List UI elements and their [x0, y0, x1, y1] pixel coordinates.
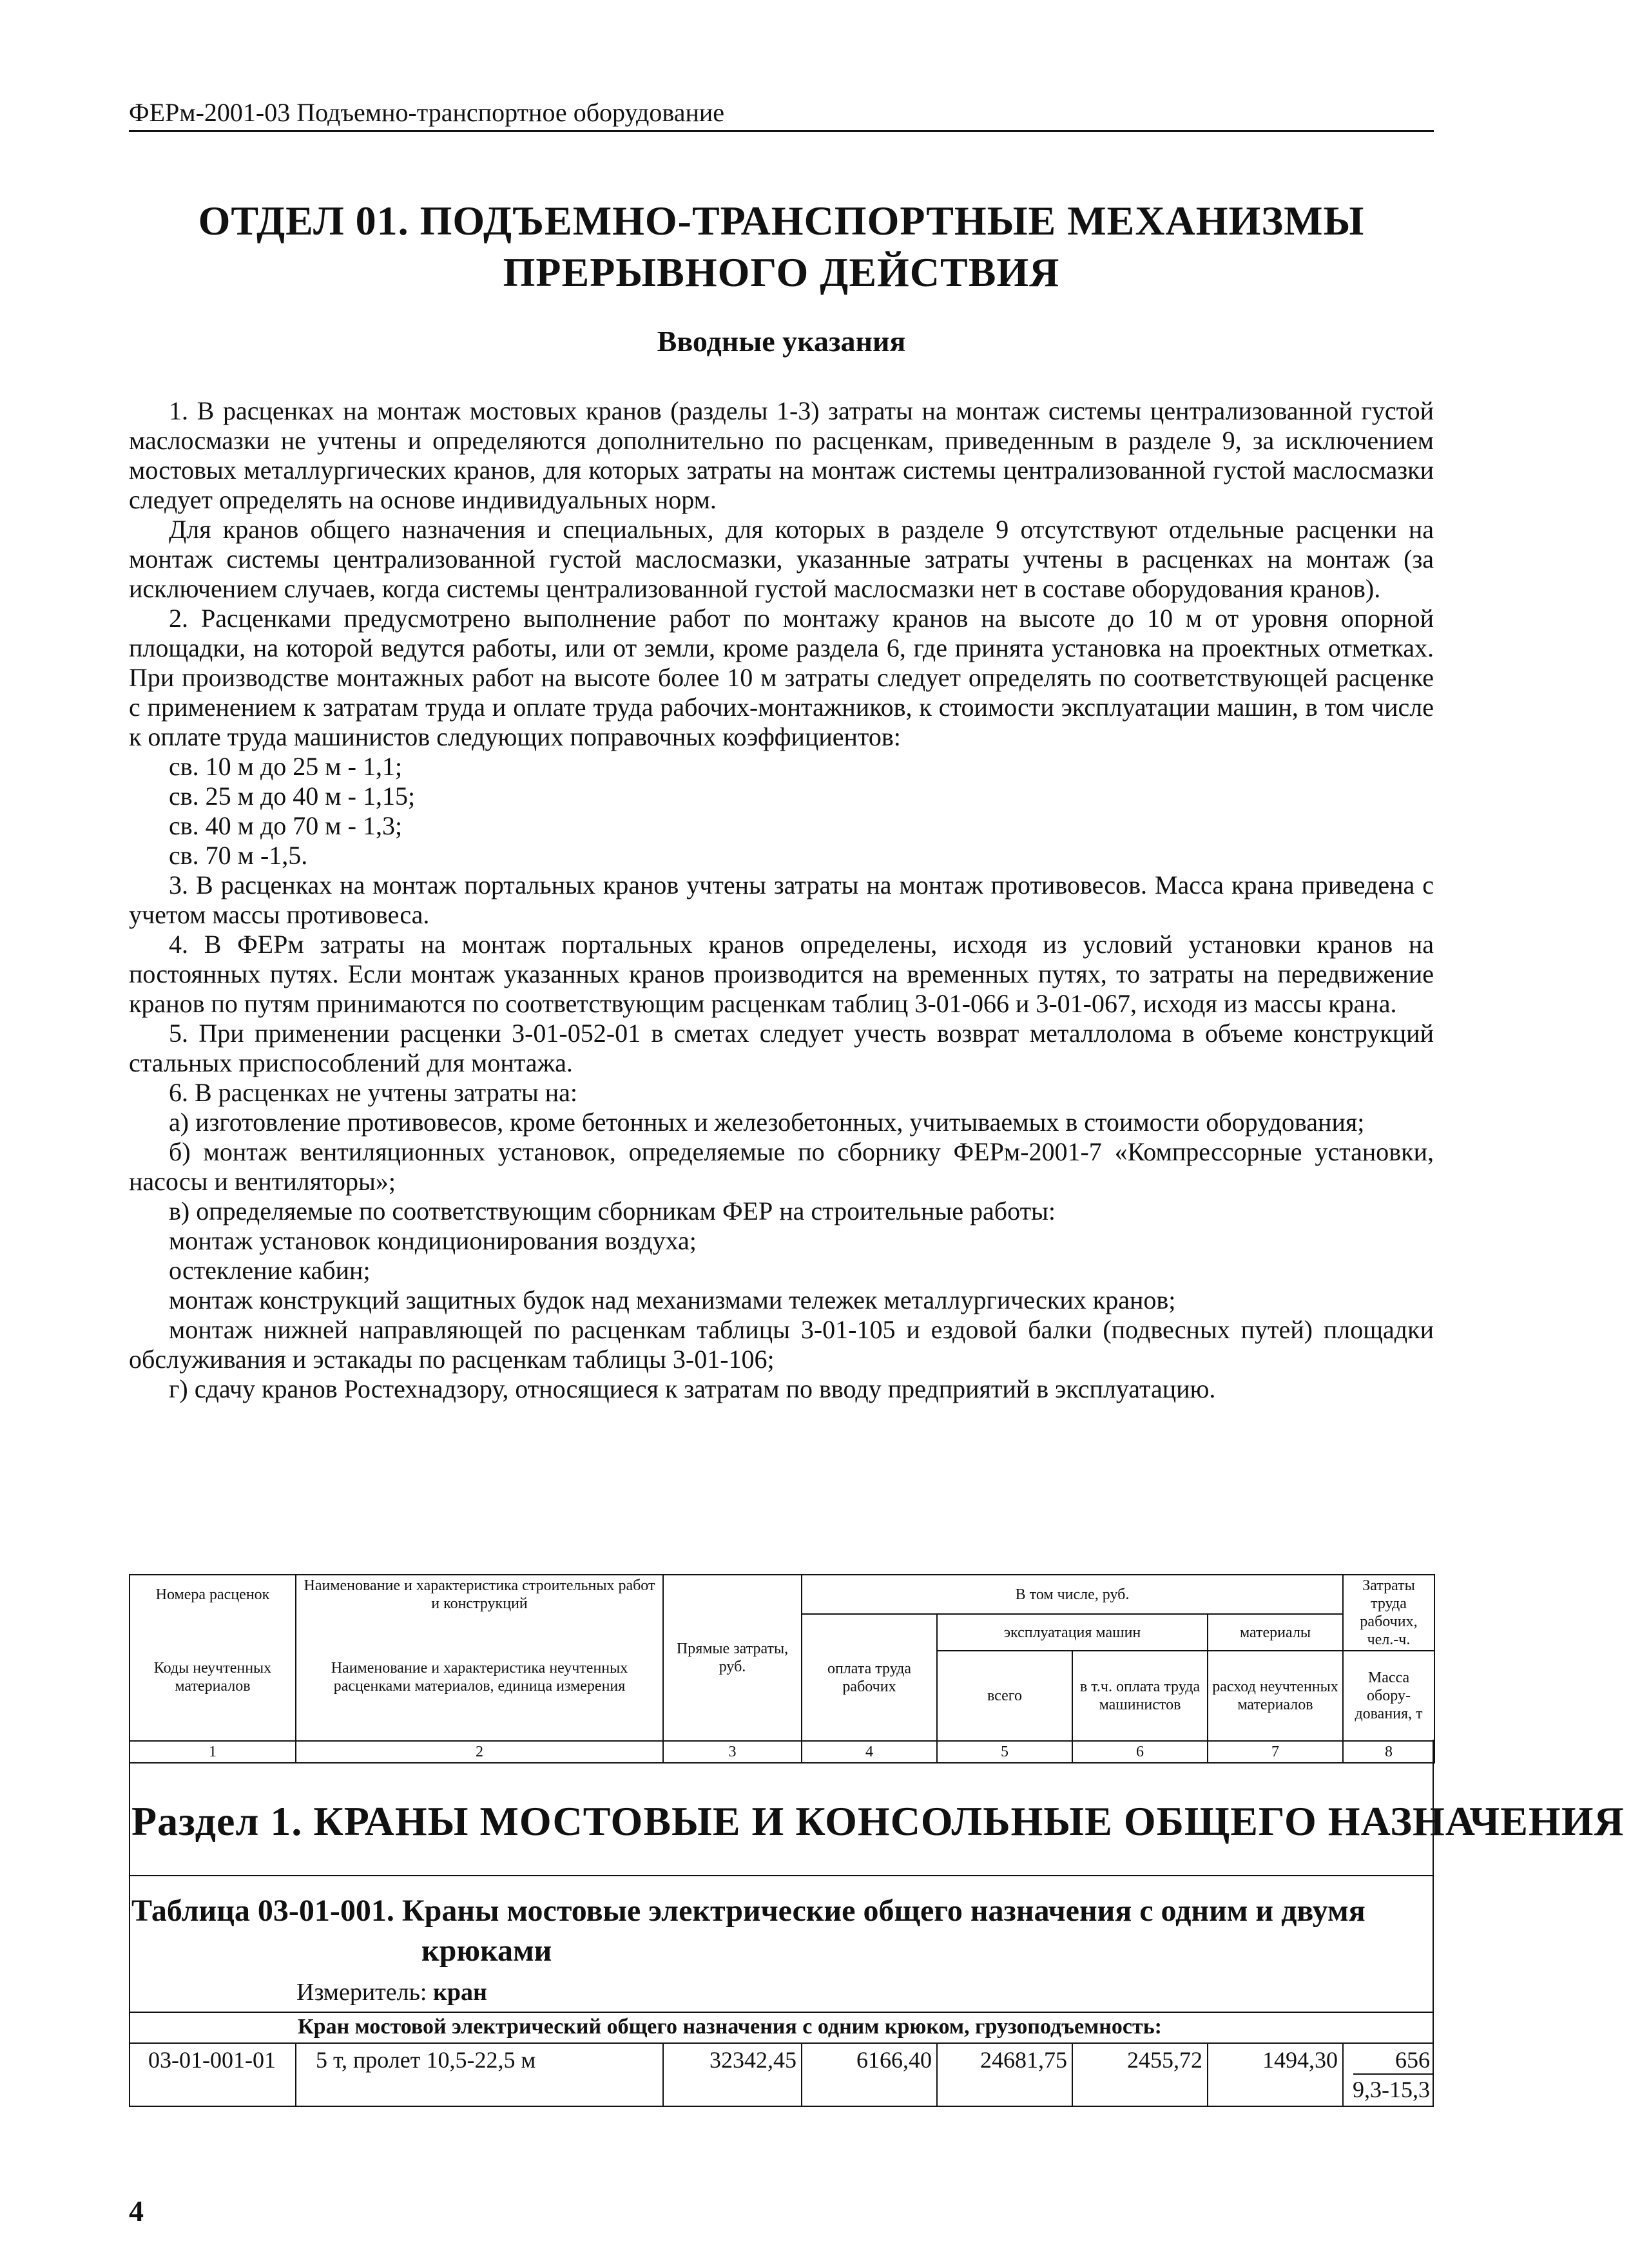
cell-name: 5 т, пролет 10,5-22,5 м [316, 2047, 536, 2073]
cell-materials: 1494,30 [1262, 2047, 1338, 2073]
intro-body [129, 396, 1434, 1404]
page-title-line1: ОТДЕЛ 01. ПОДЪЕМНО-ТРАНСПОРТНЫЕ МЕХАНИЗМЫ [198, 198, 1365, 244]
th-work-name: Наименование и характеристика строительных работ и конструкций [296, 1575, 663, 1614]
coefficient-item: св. 70 м -1,5. [169, 841, 308, 870]
table-row [129, 2044, 1434, 2106]
col-number: 1 [130, 1741, 296, 1763]
col-number: 3 [663, 1741, 802, 1763]
th-materials: материалы [1208, 1614, 1343, 1651]
cell-labor-hours: 656 [1395, 2047, 1430, 2073]
paragraph: Для кранов общего назначения и специальных, для которых в разделе 9 отсутствуют отдельные расценки на монтаж системы централизованной густой маслосмазки, указанные затраты учтены в расценках на монтаж (за исключением случаев, когда системы централизованной густой маслосмазки нет в составе оборудования кранов). [129, 515, 1434, 603]
th-rate-numbers: Номера расценок [130, 1575, 296, 1614]
page-title-line2: ПРЕРЫВНОГО ДЕЙСТВИЯ [503, 249, 1060, 295]
th-unaccounted-materials: расход неучтенных материалов [1208, 1651, 1343, 1741]
col-number: 6 [1072, 1741, 1208, 1763]
cell-mass: 9,3-15,3 [1353, 2077, 1430, 2102]
table-title-line2: крюками [421, 1934, 552, 1968]
coefficient-item: св. 40 м до 70 м - 1,3; [169, 811, 403, 840]
cell-direct: 32342,45 [709, 2047, 796, 2073]
th-labor-pay: оплата труда рабочих [802, 1614, 937, 1741]
th-machines: эксплуатация машин [937, 1614, 1208, 1651]
table-title-line1: Таблица 03-01-001. Краны мостовые электрические общего назначения с одним и двумя [131, 1894, 1366, 1928]
th-machinists-pay: в т.ч. оплата труда машинистов [1072, 1651, 1208, 1741]
paragraph: 1. В расценках на монтаж мостовых кранов (разделы 1-3) затраты на монтаж системы централизованной густой маслосмазки не учтены и определяются дополнительно по расценкам, приведенным в разделе 9, за исключением мостовых металлургических кранов, для которых затраты на монтаж системы централизованной густой маслосмазки следует определять на основе индивидуальных норм. [129, 396, 1434, 514]
cell-labor-pay: 6166,40 [856, 2047, 932, 2073]
th-direct-costs: Прямые затраты, руб. [663, 1575, 802, 1741]
table-title [131, 1891, 1433, 1971]
table-bottom [129, 2106, 1434, 2107]
cell-machinists-pay: 2455,72 [1127, 2047, 1202, 2073]
paragraph: 6. В расценках не учтены затраты на: [169, 1078, 577, 1107]
intro-subtitle: Вводные указания [657, 325, 906, 358]
th-equipment-mass: Масса обору-дования, т [1343, 1651, 1434, 1741]
col-number: 5 [937, 1741, 1072, 1763]
paragraph: 3. В расценках на монтаж портальных кранов учтены затраты на монтаж противовесов. Масса крана приведена с учетом массы противовеса. [129, 870, 1434, 929]
col-number: 2 [296, 1741, 663, 1763]
th-material-codes: Коды неучтенных материалов [130, 1614, 296, 1741]
measure-unit [296, 1978, 487, 2006]
paragraph: остекление кабин; [169, 1256, 371, 1285]
paragraph: в) определяемые по соответствующим сборникам ФЕР на строительные работы: [169, 1196, 1056, 1225]
th-including: В том числе, руб. [802, 1575, 1343, 1614]
col-number: 4 [802, 1741, 937, 1763]
th-labor-hours: Затраты труда рабочих, чел.-ч. [1343, 1575, 1434, 1651]
section-divider [129, 1875, 1434, 1876]
section-title: Раздел 1. КРАНЫ МОСТОВЫЕ И КОНСОЛЬНЫЕ ОБЩЕГО НАЗНАЧЕНИЯ [131, 1798, 1625, 1844]
paragraph: монтаж конструкций защитных будок над механизмами тележек металлургических кранов; [169, 1285, 1176, 1314]
page-number: 4 [129, 2195, 144, 2227]
cell-code: 03-01-001-01 [148, 2047, 276, 2073]
paragraph: 2. Расценками предусмотрено выполнение работ по монтажу кранов на высоте до 10 м от уровня опорной площадки, на которой ведутся работы, или от земли, кроме раздела 6, где принята установка на проектных отметках. При производстве монтажных работ на высоте более 10 м затраты следует определять по соответствующей расценке с применением к затратам труда и оплате труда рабочих-монтажников, к стоимости эксплуатации машин, в том числе к оплате труда машинистов следующих поправочных коэффициентов: [129, 604, 1434, 751]
col-number: 7 [1208, 1741, 1343, 1763]
paragraph: г) сдачу кранов Ростехнадзору, относящиеся к затратам по вводу предприятий в эксплуатацию. [169, 1374, 1216, 1403]
th-machines-total: всего [937, 1651, 1072, 1741]
cell-machines-total: 24681,75 [980, 2047, 1067, 2073]
paragraph: а) изготовление противовесов, кроме бетонных и железобетонных, учитываемых в стоимости оборудования; [169, 1108, 1365, 1137]
paragraph: монтаж установок кондиционирования воздуха; [169, 1226, 697, 1255]
measure-value: кран [433, 1979, 487, 2006]
th-material-names: Наименование и характеристика неучтенных расценками материалов, единица измерения [296, 1614, 663, 1741]
paragraph: 5. При применении расценки 3-01-052-01 в сметах следует учесть возврат металлолома в объеме конструкций стальных приспособлений для монтажа. [129, 1019, 1434, 1077]
paragraph: б) монтаж вентиляционных установок, определяемые по сборнику ФЕРм-2001-7 «Компрессорные установки, насосы и вентиляторы»; [129, 1137, 1434, 1196]
paragraph: монтаж нижней направляющей по расценкам таблицы 3-01-105 и ездовой балки (подвесных путей) площадки обслуживания и эстакады по расценкам таблицы 3-01-106; [129, 1315, 1434, 1374]
coefficient-item: св. 10 м до 25 м - 1,1; [169, 752, 403, 781]
coefficient-item: св. 25 м до 40 м - 1,15; [169, 782, 416, 811]
col-number: 8 [1343, 1741, 1434, 1763]
paragraph: 4. В ФЕРм затраты на монтаж портальных кранов определены, исходя из условий установки кранов на постоянных путях. Если монтаж указанных кранов производится на временных путях, то затраты на передвижение кранов по путям принимаются по соответствующим расценкам таблиц 3-01-066 и 3-01-067, исходя из массы крана. [129, 930, 1434, 1018]
group-heading: Кран мостовой электрический общего назначения с одним крюком, грузоподъемность: [298, 2015, 1162, 2039]
measure-label: Измеритель: [296, 1979, 427, 2006]
running-header: ФЕРм-2001-03 Подъемно-транспортное оборудование [129, 98, 1434, 132]
table-header [129, 1574, 1435, 1763]
